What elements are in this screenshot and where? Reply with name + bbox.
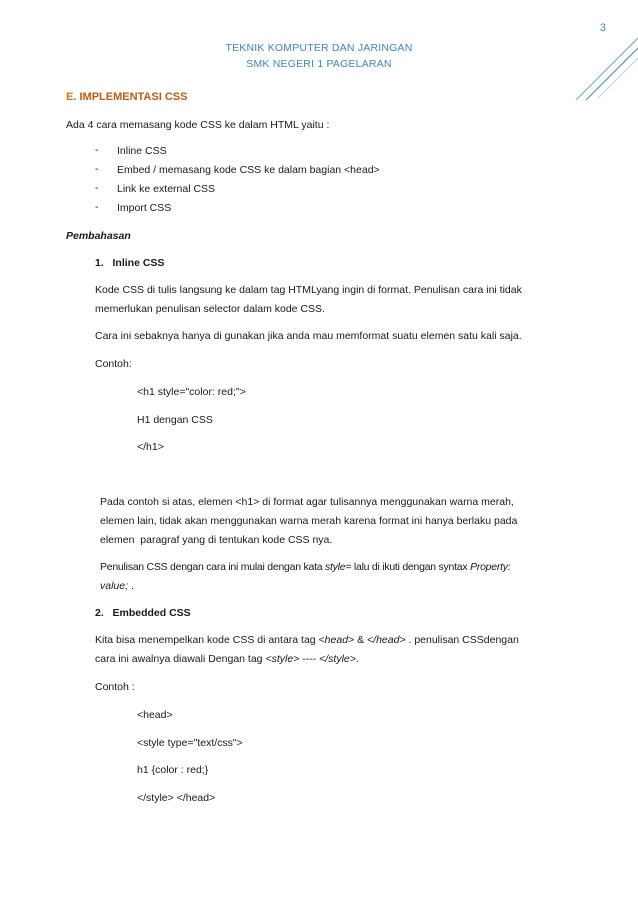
header-school-name: SMK NEGERI 1 PAGELARAN — [246, 58, 392, 70]
list-dash: - — [95, 163, 99, 175]
inline-paragraph-3-line-2: elemen lain, tidak akan menggunakan warna merah karena format ini hanya berlaku pada — [100, 515, 518, 527]
inline-paragraph-4-line-1 — [100, 560, 510, 574]
embedded-contoh-label: Contoh : — [95, 681, 135, 693]
inline-css-heading: 1. Inline CSS — [95, 257, 165, 269]
inline-paragraph-1-line-2: memerlukan penulisan selector dalam kode CSS. — [95, 303, 325, 315]
section-letter: E. — [66, 91, 77, 103]
value-keyword: value; — [100, 580, 129, 592]
code-line: <style type="text/css"> — [137, 737, 243, 749]
inline-contoh-label: Contoh: — [95, 358, 132, 370]
list-dash: - — [95, 201, 99, 213]
section-heading — [66, 90, 187, 104]
text-run: Penulisan CSS dengan cara ini mulai dengan kata — [100, 561, 325, 573]
code-line: </h1> — [137, 441, 164, 453]
list-item: Import CSS — [117, 202, 172, 214]
embedded-css-heading: 2. Embedded CSS — [95, 607, 191, 619]
list-dash: - — [95, 182, 99, 194]
style-keyword: style= — [325, 561, 352, 573]
text-run: cara ini awalnya diawali Dengan tag — [95, 653, 266, 665]
section-title: IMPLEMENTASI CSS — [79, 91, 188, 103]
text-run: . — [355, 653, 359, 665]
list-item: Inline CSS — [117, 145, 167, 157]
style-close-tag: </style> — [319, 653, 356, 665]
code-line: <head> — [137, 709, 173, 721]
embedded-paragraph-1-line-2 — [95, 652, 359, 666]
text-run: & — [354, 634, 368, 646]
pembahasan-heading: Pembahasan — [66, 230, 131, 242]
list-dash: - — [95, 144, 99, 156]
list-item: Embed / memasang kode CSS ke dalam bagian <head> — [117, 164, 380, 176]
head-tag: <head> — [318, 634, 355, 646]
text-run: . penulisan CSSdengan — [405, 634, 519, 646]
page-number: 3 — [599, 22, 606, 34]
code-line: </style> </head> — [137, 792, 216, 804]
list-item: Link ke external CSS — [117, 183, 216, 195]
inline-paragraph-3-line-3: elemen paragraf yang di tentukan kode CSS nya. — [100, 534, 333, 546]
code-line: <h1 style="color: red;"> — [137, 386, 246, 398]
style-tag: <style> — [265, 653, 300, 665]
property-keyword: Property: — [470, 561, 511, 573]
inline-paragraph-2: Cara ini sebaknya hanya di gunakan jika anda mau memformat suatu elemen satu kali saja. — [95, 330, 522, 342]
intro-paragraph: Ada 4 cara memasang kode CSS ke dalam HTML yaitu : — [66, 119, 330, 131]
code-line: h1 {color : red;} — [137, 764, 209, 776]
header-school-program: TEKNIK KOMPUTER DAN JARINGAN — [225, 42, 413, 54]
code-line: H1 dengan CSS — [137, 414, 213, 426]
text-run: ---- — [299, 653, 320, 665]
text-run: lalu di ikuti dengan syntax — [351, 561, 471, 573]
inline-paragraph-3-line-1: Pada contoh si atas, elemen <h1> di format agar tulisannya menggunakan warna merah, — [100, 496, 514, 508]
embedded-paragraph-1-line-1 — [95, 633, 519, 647]
text-run: . — [128, 580, 134, 592]
inline-paragraph-4-line-2 — [100, 579, 134, 593]
inline-paragraph-1-line-1: Kode CSS di tulis langsung ke dalam tag HTMLyang ingin di format. Penulisan cara ini tidak — [95, 284, 522, 296]
text-run: Kita bisa menempelkan kode CSS di antara tag — [95, 634, 319, 646]
head-close-tag: </head> — [367, 634, 406, 646]
